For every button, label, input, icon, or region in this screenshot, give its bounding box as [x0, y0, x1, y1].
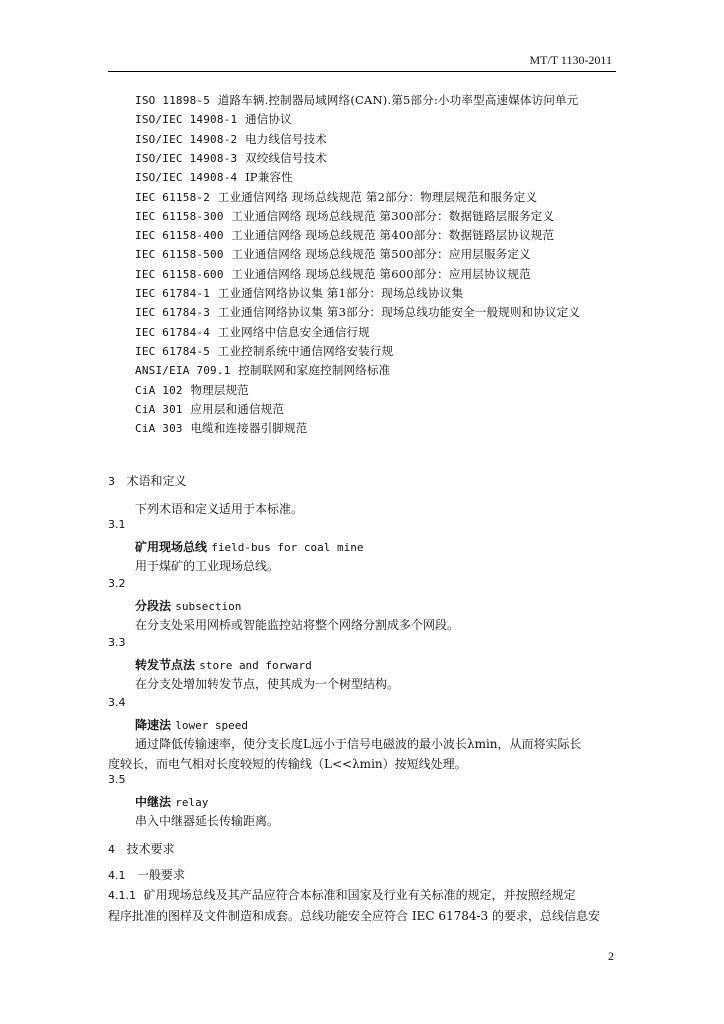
reference-item [135, 343, 393, 359]
term-number: 3.5 [108, 773, 126, 786]
term-en: field-bus for coal mine [211, 541, 364, 554]
reference-item [135, 227, 554, 243]
section-4-title: 技术要求 [126, 842, 175, 856]
term-heading [135, 538, 364, 555]
reference-code: ANSI/EIA 709.1 [135, 364, 231, 378]
page-number: 2 [608, 949, 614, 963]
term-zh: 转发节点法 [135, 658, 196, 672]
reference-code: ISO/IEC 14908-2 [135, 132, 238, 146]
reference-item [135, 246, 531, 262]
term-en: lower speed [175, 719, 249, 732]
reference-item [135, 92, 578, 108]
reference-code: IEC 61784-3 [135, 306, 211, 320]
term-en: subsection [175, 600, 242, 613]
term-number: 3.4 [108, 696, 126, 709]
reference-code: IEC 61158-600 [135, 267, 224, 281]
reference-item [135, 189, 537, 205]
reference-code: ISO/IEC 14908-3 [135, 151, 238, 165]
section-3-number: 3 [108, 475, 115, 488]
term-number: 3.3 [108, 636, 126, 649]
reference-title: 物理层规范 [190, 382, 249, 397]
reference-code: IEC 61784-5 [135, 344, 211, 358]
reference-code: ISO 11898-5 [135, 94, 211, 107]
section-4-number: 4 [108, 843, 115, 856]
term-zh: 矿用现场总线 [135, 540, 208, 554]
term-zh: 降速法 [135, 718, 172, 732]
reference-item [135, 111, 292, 127]
reference-title: 道路车辆.控制器局域网络(CAN).第5部分:小功率型高速媒体访问单元 [217, 93, 579, 107]
reference-item [135, 150, 327, 166]
term-definition: 串入中继器延长传输距离。 [135, 814, 280, 828]
reference-item [135, 304, 580, 320]
reference-title: 控制联网和家庭控制网络标准 [238, 363, 391, 378]
term-zh: 中继法 [135, 795, 172, 809]
clause-4-1-1-line2: 程序批准的图样及文件制造和成套。总线功能安全应符合 IEC 61784-3 的要求，总线信息安 [108, 909, 600, 923]
reference-code: IEC 61784-1 [135, 287, 211, 300]
reference-title: 工业通信网络 现场总线规范 第2部分：物理层规范和服务定义 [217, 189, 538, 204]
reference-item [135, 382, 249, 398]
term-definition: 在分支处采用网桥或智能监控站将整个网络分割成多个网段。 [135, 618, 460, 632]
reference-title: 工业网络中信息安全通信行规 [217, 324, 370, 339]
term-definition: 用于煤矿的工业现场总线。 [135, 559, 280, 573]
standard-number-header: MT/T 1130-2011 [529, 53, 612, 67]
section-3-heading [108, 472, 186, 489]
reference-code: CiA 102 [135, 383, 183, 397]
reference-title: 工业通信网络协议集 第1部分：现场总线协议集 [217, 286, 464, 300]
clause-4-1-1-number: 4.1.1 [108, 889, 136, 902]
term-en: relay [175, 796, 209, 809]
reference-item [135, 362, 390, 378]
clause-4-1-1-text: 矿用现场总线及其产品应符合本标准和国家及行业有关标准的规定，并按照经规定 [143, 888, 576, 902]
reference-title: 工业控制系统中通信网络安装行规 [217, 343, 394, 358]
term-definition: 在分支处增加转发节点，使其成为一个树型结构。 [135, 677, 400, 691]
term-heading [135, 793, 208, 810]
reference-title: 工业通信网络 现场总线规范 第500部分：应用层服务定义 [231, 247, 531, 262]
reference-code: IEC 61158-500 [135, 248, 224, 262]
reference-title: IP兼容性 [245, 170, 293, 185]
section-3-title: 术语和定义 [126, 474, 187, 488]
term-heading [135, 597, 241, 614]
reference-item [135, 401, 284, 417]
term-heading [135, 716, 248, 733]
reference-title: 应用层和通信规范 [190, 401, 285, 416]
reference-code: CiA 303 [135, 422, 183, 436]
reference-title: 双绞线信号技术 [245, 150, 327, 165]
subsection-4-1-heading [108, 866, 185, 883]
section-3-intro: 下列术语和定义适用于本标准。 [135, 502, 304, 516]
reference-title: 工业通信网络 现场总线规范 第300部分：数据链路层服务定义 [231, 208, 555, 223]
reference-item [135, 169, 293, 185]
reference-item [135, 131, 327, 147]
term-definition: 通过降低传输速率，使分支长度L远小于信号电磁波的最小波长λmin，从而将实际长 [135, 737, 582, 751]
reference-item [135, 208, 554, 224]
reference-item [135, 285, 463, 301]
reference-title: 工业通信网络 现场总线规范 第400部分：数据链路层协议规范 [231, 228, 555, 243]
reference-code: CiA 301 [135, 402, 183, 416]
reference-code: ISO/IEC 14908-4 [135, 171, 238, 185]
reference-item [135, 324, 370, 340]
term-number: 3.2 [108, 577, 126, 590]
reference-code: ISO/IEC 14908-1 [135, 113, 238, 127]
term-number: 3.1 [108, 518, 126, 531]
reference-code: IEC 61158-400 [135, 229, 224, 243]
subsection-4-1-number: 4.1 [108, 869, 126, 882]
term-definition-continued: 度较长，而电气相对长度较短的传输线（L<<λmin）按短线处理。 [108, 757, 467, 771]
term-heading [135, 656, 312, 673]
subsection-4-1-title: 一般要求 [136, 868, 185, 882]
reference-item [135, 266, 531, 282]
reference-title: 电力线信号技术 [245, 131, 327, 146]
reference-code: IEC 61158-2 [135, 190, 211, 204]
header-rule [108, 71, 616, 72]
section-4-heading [108, 840, 174, 857]
reference-title: 工业通信网络协议集 第3部分：现场总线功能安全一般规则和协议定义 [217, 305, 581, 320]
reference-code: IEC 61158-300 [135, 209, 224, 223]
term-zh: 分段法 [135, 599, 172, 613]
reference-title: 通信协议 [245, 112, 292, 127]
reference-code: IEC 61784-4 [135, 325, 211, 339]
reference-item [135, 420, 307, 436]
reference-title: 工业通信网络 现场总线规范 第600部分：应用层协议规范 [231, 266, 531, 281]
clause-4-1-1-line1 [108, 886, 576, 903]
term-en: store and forward [199, 659, 312, 672]
reference-title: 电缆和连接器引脚规范 [190, 421, 308, 436]
